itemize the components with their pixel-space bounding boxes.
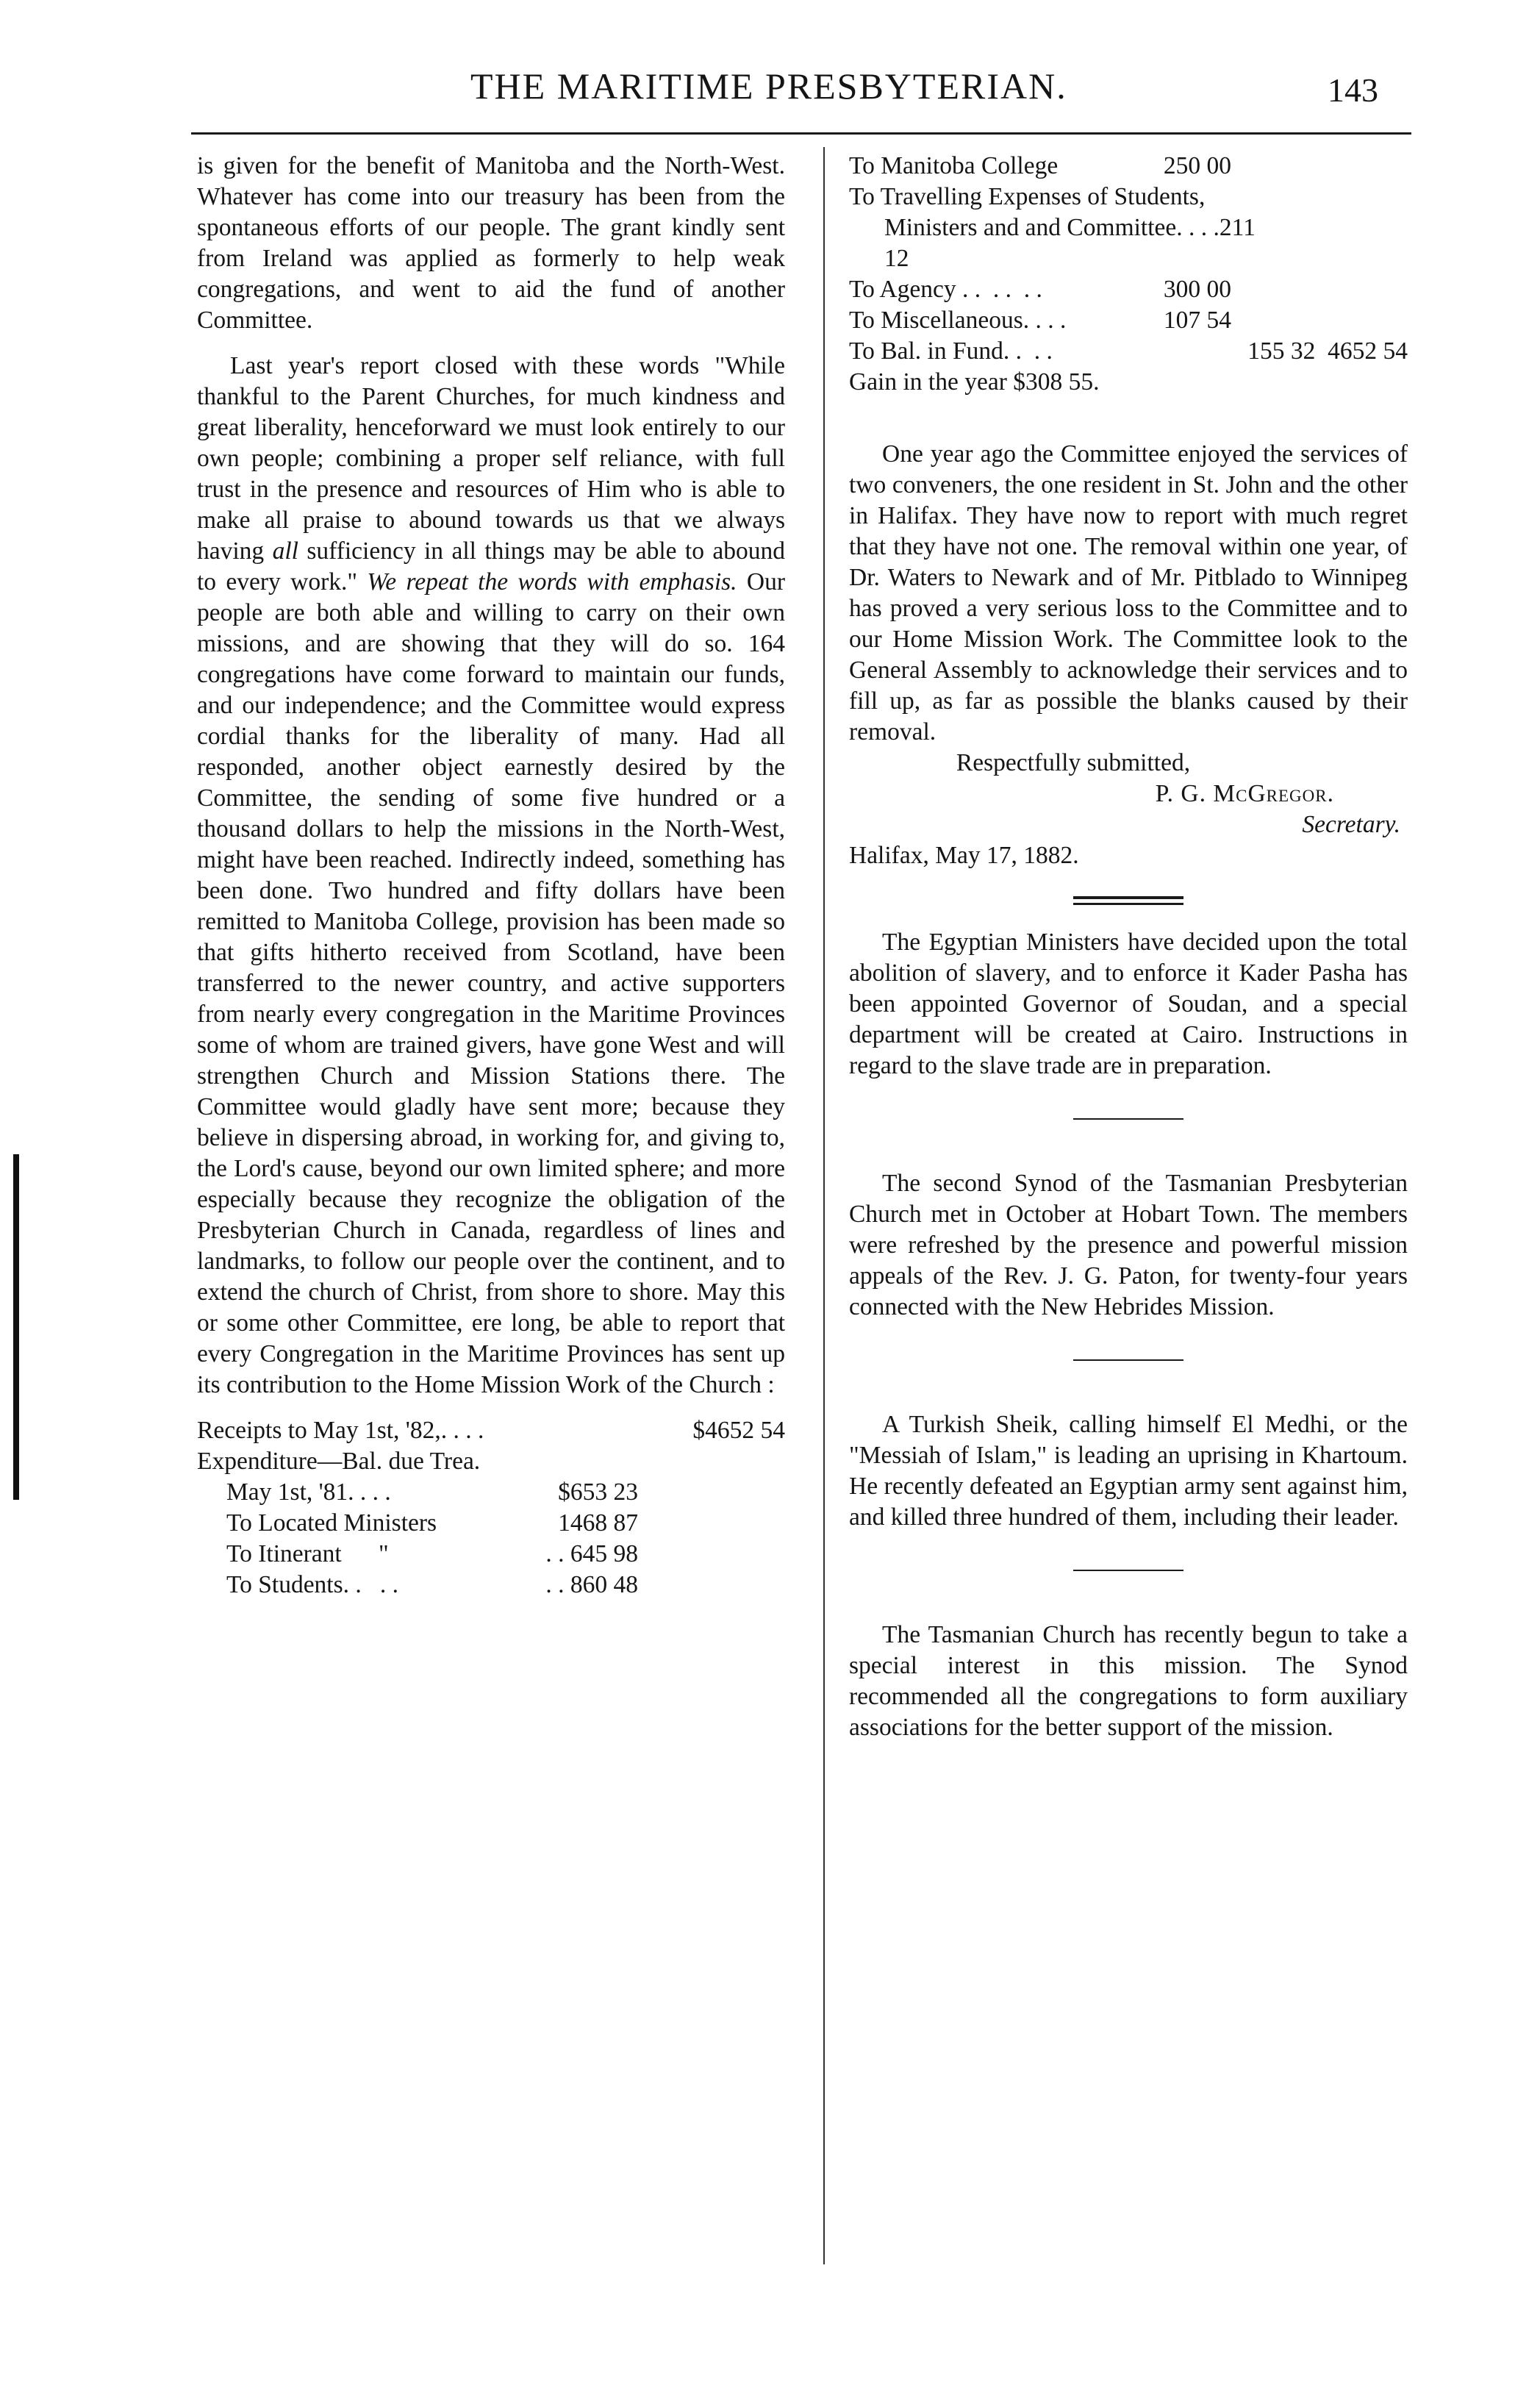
students-amount: . . 860 48 [545, 1571, 638, 1598]
balance-due-line [197, 1477, 638, 1508]
receipts-line [197, 1415, 785, 1446]
dateline: Halifax, May 17, 1882. [849, 842, 1079, 869]
article-paragraph-1: is given for the benefit of Manitoba and the North-West. Whatever has come into our treasury has been from the spontaneous efforts of our people. The grant kindly sent from Ireland was applied as formerly to help weak congregations, and went to aid the fund of another Committee. [197, 152, 785, 334]
travelling-expenses-line: To Travelling Expenses of Students, Ministers and and Committee. . . .211 12 [849, 183, 1256, 272]
balance-in-fund-label: To Bal. in Fund. . . . [849, 337, 1053, 365]
section-double-rule [1073, 896, 1183, 905]
item-divider-3 [1073, 1570, 1183, 1571]
located-ministers-amount: 1468 87 [558, 1509, 638, 1537]
located-ministers-label: To Located Ministers [226, 1509, 437, 1537]
students-label: To Students. . . . [226, 1571, 399, 1598]
left-column [197, 151, 785, 1601]
manitoba-college-line [849, 151, 1231, 182]
item-divider-2 [1073, 1359, 1183, 1361]
accounts-block-right [849, 151, 1408, 398]
miscellaneous-line [849, 305, 1231, 336]
agency-line [849, 274, 1231, 305]
signatory-name: P. G. McGregor. [1155, 780, 1334, 807]
page-number: 143 [1328, 71, 1378, 109]
column-divider [823, 147, 825, 2264]
gain-line: Gain in the year $308 55. [849, 368, 1100, 396]
miscellaneous-label: To Miscellaneous. . . . [849, 307, 1067, 334]
news-item-egypt: The Egyptian Ministers have decided upon the total abolition of slavery, and to enforce it Kader Pasha has been appointed Governor of Soudan, and a special department will be created at Cairo. Instructions in regard to the slave trade are in preparation. [849, 929, 1408, 1079]
expenditure-label: Expenditure—Bal. due Trea. [197, 1448, 481, 1475]
news-item-turkish-sheik: A Turkish Sheik, calling himself El Medhi, or the "Messiah of Islam," is leading an uprising in Khartoum. He recently defeated an Egyptian army sent against him, and killed three hundred of them, including their leader. [849, 1411, 1408, 1531]
item-divider-1 [1073, 1118, 1183, 1120]
committee-report-paragraph: One year ago the Committee enjoyed the services of two conveners, the one resident in St. John and the other in Halifax. They have now to report with much regret that they have not one. The removal within one year, of Dr. Waters to Newark and of Mr. Pitblado to Winnipeg has proved a very serious loss to the Committee and to our Home Mission Work. The Committee look to the General Assembly to acknowledge their services and to fill up, as far as possible the blanks caused by their removal. [849, 440, 1408, 745]
itinerant-amount: . . 645 98 [545, 1540, 638, 1567]
margin-mark [13, 1154, 19, 1500]
paragraph-2-all: all [272, 537, 298, 565]
itinerant-label: To Itinerant " [226, 1540, 389, 1567]
paragraph-2-emphasis: We repeat the words with emphasis. [367, 568, 737, 596]
signatory-title: Secretary. [1302, 811, 1400, 838]
paragraph-2-closing: Our people are both able and willing to carry on their own missions, and are showing that they will do so. 164 congregations have come forward to maintain our funds, and our independence; and the Committee would express cordial thanks for the liberality of many. Had all responded, another object earnestly desired by the Committee, the sending of some five hundred or a thousand dollars to help the missions in the North-West, might have been reached. Indirectly indeed, something has been done. Two hundred and fifty dollars have been remitted to Manitoba College, provision has been made so that gifts hitherto received from Scotland, have been transferred to the newer country, and active supporters from nearly every congregation in the Maritime Provinces some of whom are trained givers, have gone West and will strengthen Church and Mission Stations there. The Committee would gladly have sent more; because they believe in dispersing abroad, in working for, and giving to, the Lord's cause, beyond our own limited sphere; and more especially because they recognize the obligation of the Presbyterian Church in Canada, regardless of lines and landmarks, to follow our people over the continent, and to extend the church of Christ, from shore to shore. May this or some other Committee, ere long, be able to report that every Congregation in the Maritime Provinces has sent up its contribution to the Home Mission Work of the Church : [197, 568, 786, 1398]
right-column [849, 151, 1408, 1743]
balance-in-fund-line [849, 336, 1408, 367]
receipts-amount: $4652 54 [692, 1417, 785, 1444]
accounts-block-left [197, 1415, 785, 1601]
agency-amount: 300 00 [1163, 276, 1231, 303]
manitoba-college-amount: 250 00 [1163, 152, 1231, 179]
miscellaneous-amount: 107 54 [1163, 307, 1231, 334]
paragraph-2-opening: Last year's report closed with these words "While thankful to the Parent Churches, for much kindness and great liberality, henceforward we must look entirely to our own people; combining a proper self reliance, with full trust in the presence and resources of Him who is able to make all praise to abound towards us that we always having [197, 352, 785, 565]
balance-due-amount: $653 23 [558, 1478, 638, 1506]
signoff-line: Respectfully submitted, [956, 749, 1191, 776]
expenditure-line [197, 1446, 785, 1477]
located-ministers-line [197, 1508, 638, 1539]
students-line [197, 1570, 638, 1601]
news-item-tasmanian-church: The Tasmanian Church has recently begun to take a special interest in this mission. The Synod recommended all the congregations to form auxiliary associations for the better support of the mission. [849, 1621, 1408, 1741]
article-paragraph-2 [197, 351, 785, 1401]
receipts-label: Receipts to May 1st, '82,. . . . [197, 1417, 484, 1444]
manitoba-college-label: To Manitoba College [849, 152, 1059, 179]
agency-label: To Agency . . . . . . [849, 276, 1042, 303]
itinerant-line [197, 1539, 638, 1570]
balance-due-label: May 1st, '81. . . . [226, 1478, 391, 1506]
paragraph-2-middle: sufficiency in all things may be able to abound to every work." [197, 537, 785, 596]
running-head-title: THE MARITIME PRESBYTERIAN. [470, 65, 1067, 107]
header-rule [191, 132, 1411, 135]
balance-in-fund-amount: 155 32 4652 54 [1247, 337, 1408, 365]
news-item-tasmanian-synod: The second Synod of the Tasmanian Presbyterian Church met in October at Hobart Town. The members were refreshed by the presence and powerful mission appeals of the Rev. J. G. Paton, for twenty-four years connected with the New Hebrides Mission. [849, 1170, 1408, 1320]
